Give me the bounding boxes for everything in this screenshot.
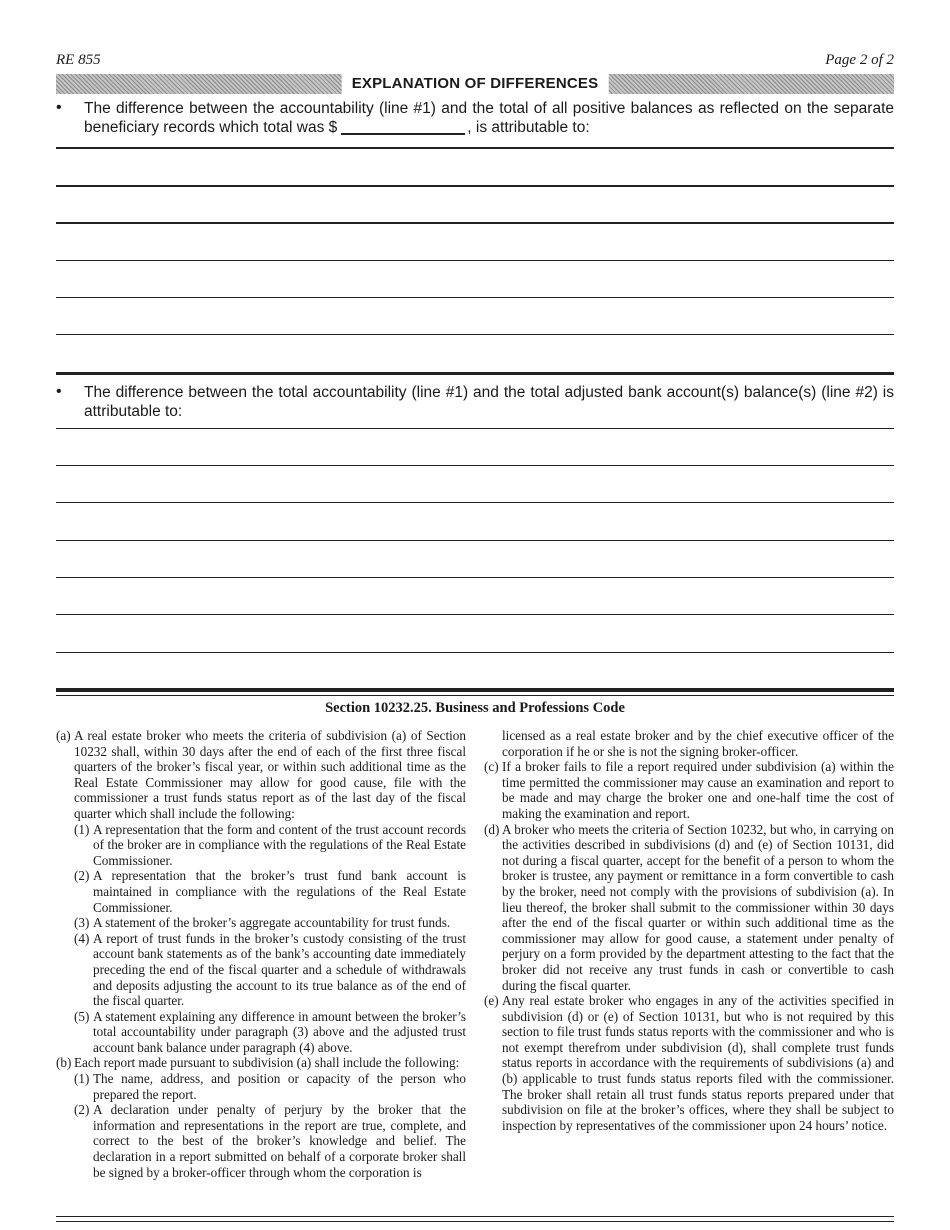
statute-text: A real estate broker who meets the criteria of subdivision (a) of Section 10232 shall, within 30 days after the end of each of the first three fiscal quarters of the broker’s fiscal year, or within such additional time as the Real Estate Commissioner may allow for good cause, file with the commissioner a trust funds status report as of the last day of the fiscal quarter which shall include the following: [74, 728, 466, 821]
footer-rule-top [56, 1216, 894, 1217]
explanation-prompt-2: The difference between the total accountability (line #1) and the total adjusted bank account(s) balance(s) (line #2) is attributable to: [84, 384, 894, 420]
statute-subdivision [56, 1055, 466, 1071]
bullet-marker-2: • [56, 383, 62, 400]
answer-line-2-5[interactable] [56, 577, 894, 578]
answer-line-2-6[interactable] [56, 614, 894, 615]
footer-rule-bottom [56, 1221, 894, 1222]
statute-label: (4) [74, 930, 90, 946]
statute-text: A statement of the broker’s aggregate accountability for trust funds. [93, 915, 451, 931]
statute-paragraph [56, 1071, 466, 1102]
statute-paragraph [56, 931, 466, 1009]
statute-text: Each report made pursuant to subdivision (a) shall include the following: [74, 1055, 460, 1071]
section-banner [56, 74, 894, 94]
prompt-1-suffix: , is attributable to: [467, 119, 590, 136]
statute-label: (a) [56, 728, 71, 743]
statute-subdivision [484, 728, 894, 759]
statute-top-rule-thin [56, 695, 894, 696]
statute-text: A representation that the form and content of the trust account records of the broker are in compliance with the regulations of the Real Estate Commissioner. [93, 821, 466, 868]
statute-text: A report of trust funds in the broker’s custody consisting of the trust account bank statements as of the bank’s accounting date immediately preceding the end of the fiscal quarter and a schedule of withdrawals and deposits adjusting the account to its true balance as of the end of the fiscal quarter. [93, 930, 466, 1009]
statute-label: (1) [74, 1071, 90, 1087]
statute-subdivision [56, 728, 466, 822]
statute-label: (5) [74, 1008, 90, 1024]
form-number: RE 855 [56, 52, 101, 68]
statute-label: (2) [74, 868, 90, 884]
answer-line-1-5[interactable] [56, 297, 894, 298]
statute-paragraph [56, 1102, 466, 1180]
statute-text: If a broker fails to file a report required under subdivision (a) within the time permitted the commissioner may cause an examination and report to be made and may charge the broker one and one-half time the cost of making the examination and report. [502, 759, 894, 821]
banner-title: EXPLANATION OF DIFFERENCES [342, 74, 609, 94]
statute-label: (c) [484, 759, 499, 775]
statute-left-column [56, 728, 466, 1180]
statute-subdivision [484, 822, 894, 994]
statute-paragraph [56, 868, 466, 915]
answer-line-1-2[interactable] [56, 185, 894, 187]
statute-text: The name, address, and position or capacity of the person who prepared the report. [93, 1071, 466, 1102]
beneficiary-total-amount-field[interactable] [341, 118, 465, 135]
statute-label: (1) [74, 821, 90, 837]
answer-line-1-3[interactable] [56, 222, 894, 224]
statute-subdivision [484, 993, 894, 1133]
statute-text: A declaration under penalty of perjury by the broker that the information and representations in the report are true, complete, and correct to the best of the broker’s knowledge and belief. The declaration in a report submitted on behalf of a corporate broker shall be signed by a broker-officer through whom the corporation is [93, 1102, 466, 1180]
page-indicator: Page 2 of 2 [825, 52, 894, 68]
explanation-prompt-1 [84, 99, 894, 137]
statute-text: licensed as a real estate broker and by the chief executive officer of the corporation if he or she is not the signing broker-officer. [502, 728, 894, 759]
answer-line-2-2[interactable] [56, 465, 894, 466]
answer-line-1-1[interactable] [56, 147, 894, 149]
answer-line-2-4[interactable] [56, 540, 894, 541]
statute-label: (2) [74, 1102, 90, 1118]
statute-text: A representation that the broker’s trust fund bank account is maintained in compliance with the regulations of the Real Estate Commissioner. [93, 868, 466, 915]
answer-line-1-6[interactable] [56, 334, 894, 335]
statute-text: A broker who meets the criteria of Section 10232, but who, in carrying on the activities described in subdivisions (d) and (e) of Section 10131, did not during a fiscal quarter, accept for the benefit of a person to whom the broker is trustee, any payment or remittance in a form convertible to cash by the broker, need not comply with the provisions of subdivision (a). In lieu thereof, the broker shall submit to the commissioner within 30 days after the end of the fiscal quarter or within such additional time as the commissioner may allow for good cause, a statement under penalty of perjury on a form provided by the department attesting to the fact that the broker did not receive any trust funds in cash or convertible to cash during the fiscal quarter. [502, 821, 894, 993]
statute-subdivision [484, 759, 894, 821]
bullet-marker-1: • [56, 99, 62, 116]
statute-label: (e) [484, 993, 499, 1009]
statute-paragraph [56, 1009, 466, 1056]
prompt-1-text: The difference between the accountability (line #1) and the total of all positive balances as reflected on the separate beneficiary records which total was $ [84, 100, 894, 136]
statute-top-rule-thick [56, 688, 894, 692]
statute-label: (d) [484, 821, 500, 837]
statute-label: (b) [56, 1055, 72, 1071]
answer-line-2-7[interactable] [56, 652, 894, 653]
statute-label: (3) [74, 915, 90, 931]
answer-line-2-3[interactable] [56, 502, 894, 503]
answer-line-1-4[interactable] [56, 260, 894, 261]
statute-paragraph [56, 822, 466, 869]
answer-line-2-1[interactable] [56, 428, 894, 429]
statute-paragraph [56, 915, 466, 931]
section-divider [56, 372, 894, 375]
statute-right-column [484, 728, 894, 1133]
statute-text: A statement explaining any difference in amount between the broker’s total accountability under paragraph (3) above and the adjusted trust account bank balance under paragraph (4) above. [93, 1008, 466, 1055]
statute-text: Any real estate broker who engages in any of the activities specified in subdivision (d) or (e) of Section 10131, but who is not required by this section to file trust funds status reports with the commissioner and who is not exempt therefrom under subdivision (d), shall complete trust funds status reports in accordance with the requirements of subdivisions (a) and (b) applicable to trust funds status reports filed with the commissioner. The broker shall retain all trust funds status reports prepared under that subdivision on file at the broker’s offices, where they shall be subject to inspection by representatives of the commissioner upon 24 hours’ notice. [502, 993, 894, 1133]
statute-title: Section 10232.25. Business and Professions Code [325, 700, 625, 716]
